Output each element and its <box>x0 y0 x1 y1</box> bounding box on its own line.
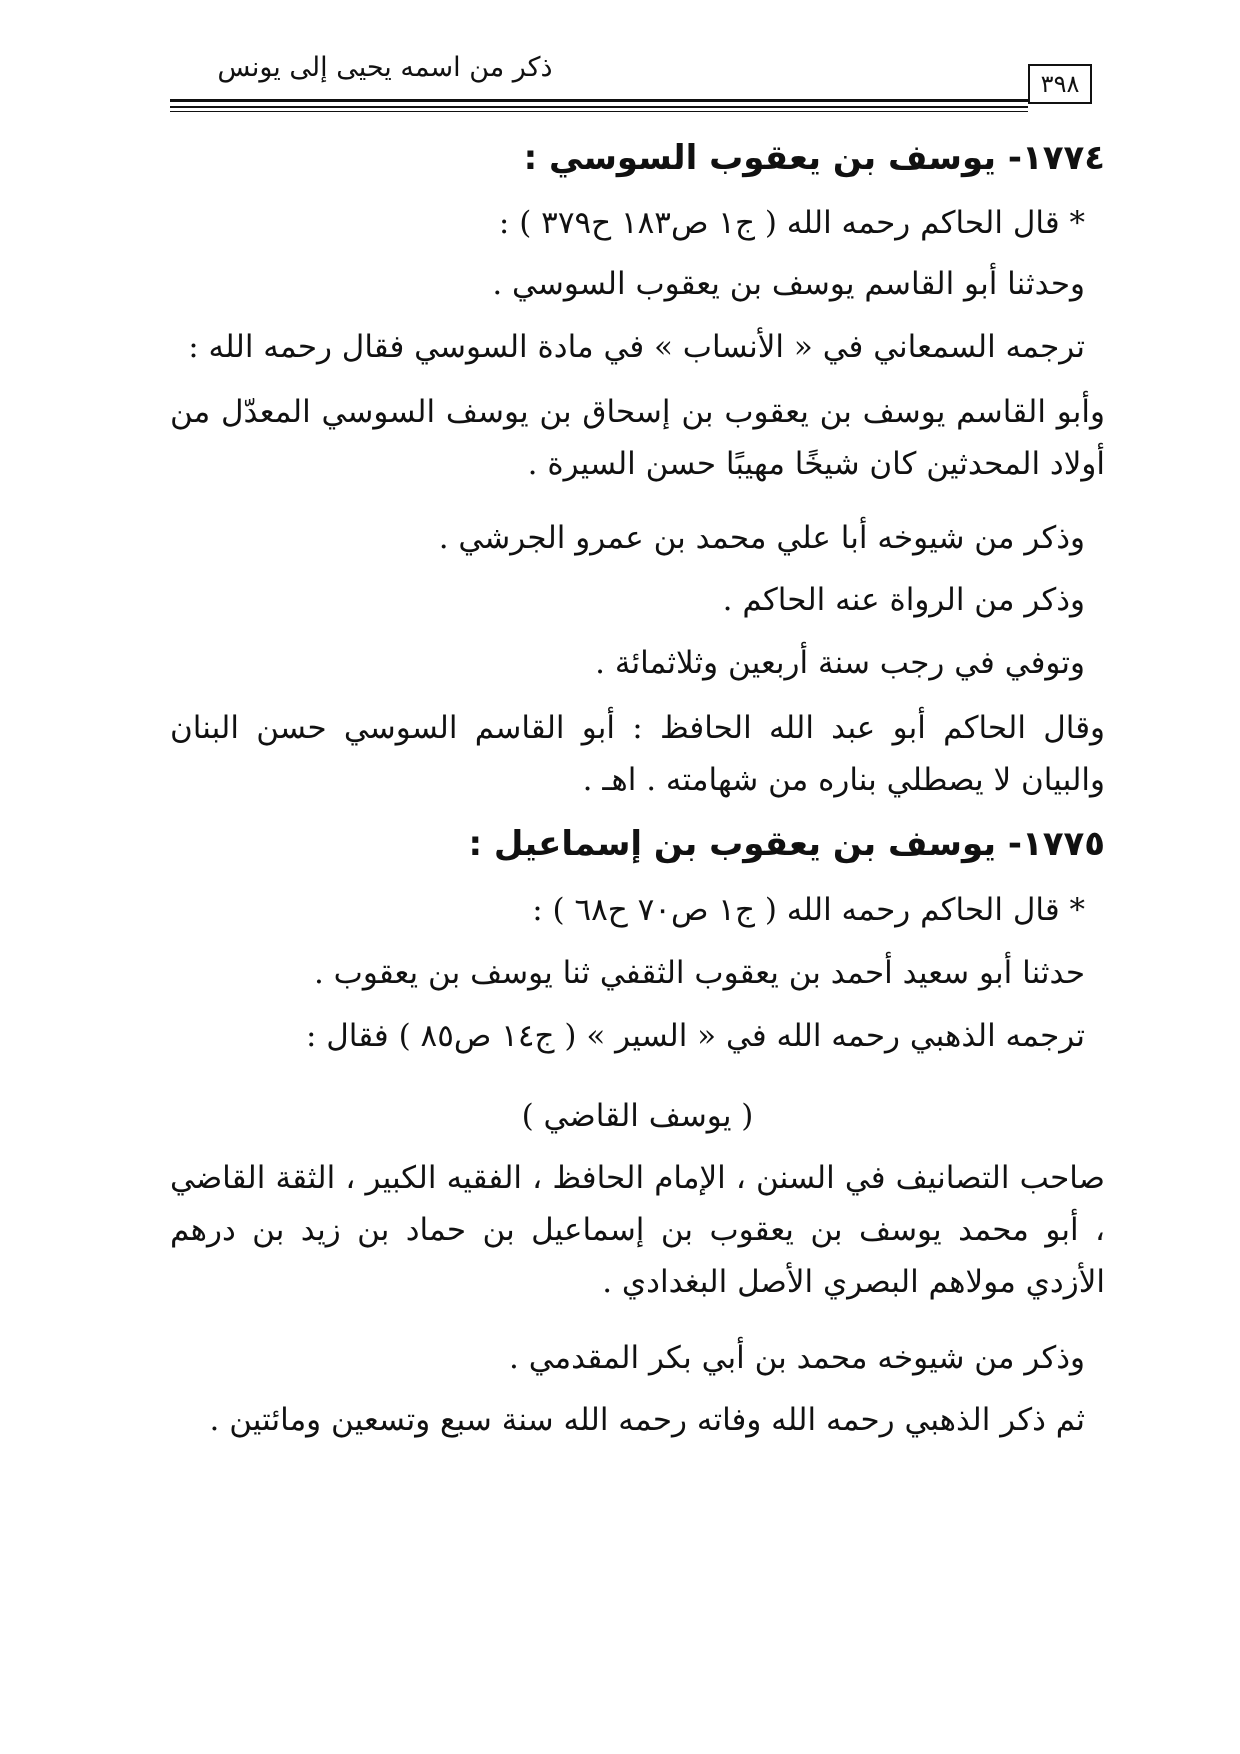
paragraph-block: وأبو القاسم يوسف بن يعقوب بن إسحاق بن يوسف السوسي المعدّل من أولاد المحدثين كان شيخًا مهيبًا حسن السيرة . <box>170 394 1105 482</box>
paragraph-line: ترجمه السمعاني في « الأنساب » في مادة السوسي فقال رحمه الله : <box>188 329 1085 365</box>
paragraph-line: وذكر من شيوخه محمد بن أبي بكر المقدمي . <box>509 1340 1085 1376</box>
paragraph-line: وذكر من الرواة عنه الحاكم . <box>722 582 1085 618</box>
paragraph-line: وتوفي في رجب سنة أربعين وثلاثمائة . <box>595 645 1085 681</box>
paragraph-line: ترجمه الذهبي رحمه الله في « السير » ( ج١٤ ص٨٥ ) فقال : <box>305 1018 1085 1054</box>
running-title: ذكر من اسمه يحيى إلى يونس <box>217 52 553 83</box>
section-subtitle: ( يوسف القاضي ) <box>521 1098 754 1134</box>
header-rule-thin <box>170 111 1028 112</box>
paragraph-block: صاحب التصانيف في السنن ، الإمام الحافظ ، الفقيه الكبير ، الثقة القاضي ، أبو محمد يوسف بن يعقوب بن إسماعيل بن حماد بن زيد بن درهم الأزدي مولاهم البصري الأصل البغدادي . <box>170 1160 1105 1300</box>
header-rule-middle <box>170 106 1028 108</box>
paragraph-line: حدثنا أبو سعيد أحمد بن يعقوب الثقفي ثنا يوسف بن يعقوب . <box>313 955 1085 991</box>
paragraph-line: ثم ذكر الذهبي رحمه الله وفاته رحمه الله سنة سبع وتسعين ومائتين . <box>209 1402 1085 1438</box>
paragraph-line: وذكر من شيوخه أبا علي محمد بن عمرو الجرشي . <box>438 520 1085 556</box>
page-number: ٣٩٨ <box>1040 70 1080 98</box>
paragraph-block: وقال الحاكم أبو عبد الله الحافظ : أبو القاسم السوسي حسن البنان والبيان لا يصطلي بناره من شهامته . اهـ . <box>170 710 1105 798</box>
header-rule-thick <box>170 99 1028 102</box>
entry-heading: ١٧٧٤- يوسف بن يعقوب السوسي : <box>523 138 1105 178</box>
entry-heading: ١٧٧٥- يوسف بن يعقوب بن إسماعيل : <box>468 824 1105 864</box>
citation-line: * قال الحاكم رحمه الله ( ج١ ص٧٠ ح٦٨ ) : <box>532 892 1085 928</box>
citation-line: * قال الحاكم رحمه الله ( ج١ ص١٨٣ ح٣٧٩ ) : <box>498 205 1085 241</box>
paragraph-line: وحدثنا أبو القاسم يوسف بن يعقوب السوسي . <box>492 266 1085 302</box>
page-number-box <box>1028 64 1092 104</box>
